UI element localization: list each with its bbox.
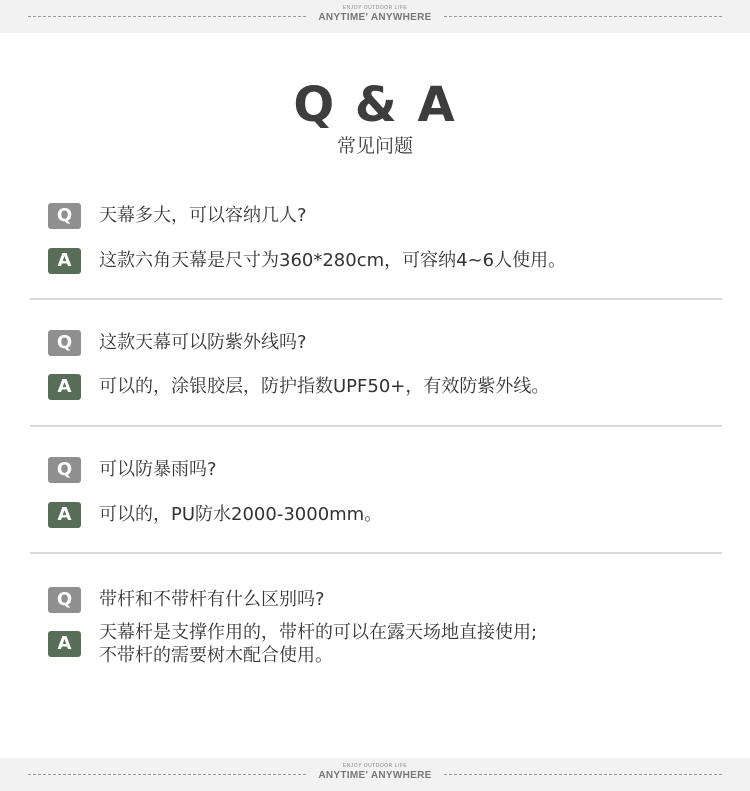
answer-text: 可以的，涂银胶层，防护指数UPF50+，有效防紫外线。 <box>99 376 550 397</box>
logo-slogan: ANYTIME' ANYWHERE <box>318 12 432 23</box>
question-badge: Q <box>48 587 81 613</box>
answer-badge: A <box>48 374 81 400</box>
question-badge: Q <box>48 330 81 356</box>
question-text: 可以防暴雨吗? <box>99 459 217 480</box>
banner-dash-left <box>28 16 306 17</box>
question-text: 带杆和不带杆有什么区别吗? <box>99 589 325 610</box>
qa-section <box>0 33 750 758</box>
page-title: Q & A <box>293 77 457 133</box>
answer-badge: A <box>48 631 81 657</box>
logo-slogan: ANYTIME' ANYWHERE <box>318 770 432 781</box>
answer-text <box>99 621 719 667</box>
logo-tagline: ENJOY OUTDOOR LIFE <box>342 763 408 769</box>
answer-text: 这款六角天幕是尺寸为360*280cm，可容纳4~6人使用。 <box>99 250 567 271</box>
banner-dash-left <box>28 774 306 775</box>
question-text: 天幕多大，可以容纳几人? <box>99 205 307 226</box>
top-banner <box>0 0 750 33</box>
divider <box>30 425 722 427</box>
question-text: 这款天幕可以防紫外线吗? <box>99 332 307 353</box>
logo-tagline: ENJOY OUTDOOR LIFE <box>342 5 408 11</box>
answer-badge: A <box>48 248 81 274</box>
answer-badge: A <box>48 502 81 528</box>
divider <box>30 298 722 300</box>
question-badge: Q <box>48 203 81 229</box>
answer-line: 不带杆的需要树木配合使用。 <box>99 645 333 666</box>
divider <box>30 552 722 554</box>
brand-logo <box>306 5 444 24</box>
banner-dash-right <box>444 774 722 775</box>
answer-line: 天幕杆是支撑作用的，带杆的可以在露天场地直接使用; <box>99 622 538 643</box>
bottom-banner <box>0 758 750 791</box>
brand-logo <box>306 763 444 782</box>
question-badge: Q <box>48 457 81 483</box>
page-subtitle: 常见问题 <box>336 135 413 157</box>
banner-dash-right <box>444 16 722 17</box>
answer-text: 可以的，PU防水2000-3000mm。 <box>99 504 383 525</box>
